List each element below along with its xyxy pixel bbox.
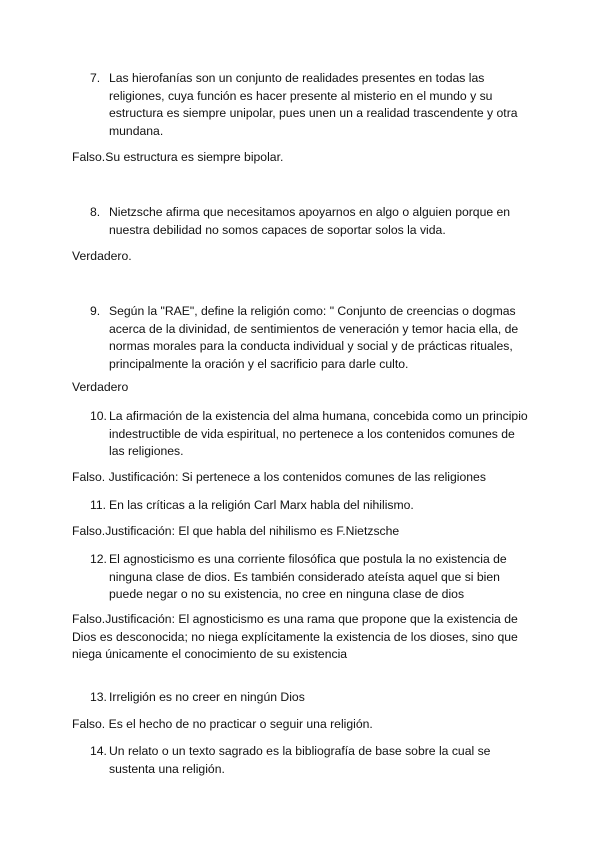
question-number: 12. [90, 552, 107, 566]
question-number: 8. [90, 205, 101, 219]
question-7 [90, 70, 530, 140]
question-14 [90, 743, 530, 778]
question-text: La afirmación de la existencia del alma humana, concebida como un principio indestructible de vida espiritual, no pertenece a los contenidos comunes de las religiones. [109, 409, 528, 458]
answer-11: Falso.Justificación: El que habla del nihilismo es F.Nietzsche [72, 524, 400, 538]
question-text: Un relato o un texto sagrado es la bibliografía de base sobre la cual se sustenta una religión. [109, 744, 491, 776]
question-9 [90, 303, 530, 373]
answer-12: Falso.Justificación: El agnosticismo es una rama que propone que la existencia de Dios es desconocida; no niega explícitamente la existencia de los dioses, sino que niega únicamente el conocimiento de su existencia [72, 612, 518, 661]
question-text: Según la "RAE", define la religión como: " Conjunto de creencias o dogmas acerca de la divinidad, de sentimientos de veneración y temor hacia ella, de normas morales para la conducta individual y social y de prácticas rituales, principalmente la oración y el sacrificio para darle culto. [109, 304, 519, 371]
question-text: El agnosticismo es una corriente filosófica que postula la no existencia de ninguna clase de dios. Es también considerado ateísta aquel que si bien puede negar o no su existencia, no cree en ninguna clase de dios [109, 552, 507, 601]
question-text: Nietzsche afirma que necesitamos apoyarnos en algo o alguien porque en nuestra debilidad no somos capaces de soportar solos la vida. [109, 205, 511, 237]
question-text: Irreligión es no creer en ningún Dios [109, 690, 305, 704]
question-number: 7. [90, 71, 101, 85]
question-8 [90, 204, 530, 239]
answer-7: Falso.Su estructura es siempre bipolar. [72, 150, 284, 164]
answer-10: Falso. Justificación: Si pertenece a los contenidos comunes de las religiones [72, 470, 486, 484]
answer-8: Verdadero. [72, 249, 132, 263]
question-13 [90, 689, 530, 707]
question-number: 9. [90, 304, 101, 318]
answer-13: Falso. Es el hecho de no practicar o seguir una religión. [72, 717, 373, 731]
question-11 [90, 497, 530, 515]
question-text: En las críticas a la religión Carl Marx habla del nihilismo. [109, 498, 414, 512]
question-number: 13. [90, 690, 107, 704]
question-10 [90, 408, 530, 461]
question-number: 10. [90, 409, 107, 423]
question-number: 11. [90, 498, 107, 512]
answer-9: Verdadero [72, 380, 129, 394]
question-text: Las hierofanías son un conjunto de realidades presentes en todas las religiones, cuya función es hacer presente al misterio en el mundo y su estructura es siempre unipolar, pues unen un a realidad trascendente y otra mundana. [109, 71, 518, 138]
question-12 [90, 551, 530, 604]
question-number: 14. [90, 744, 107, 758]
